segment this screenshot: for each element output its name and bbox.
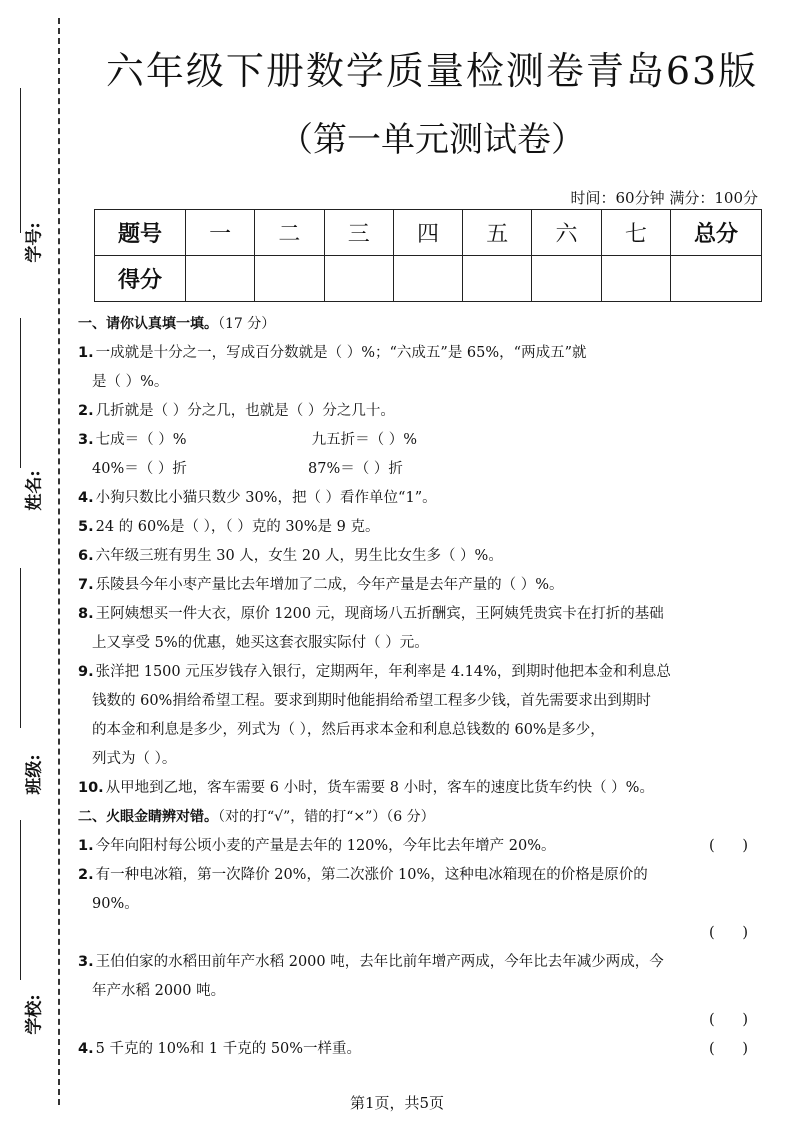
score-cell-blank[interactable]: [601, 256, 670, 302]
school-line[interactable]: [20, 820, 21, 980]
score-cell-header: 七: [601, 210, 670, 256]
question-text-cont: 年产水稻 2000 吨。: [92, 983, 226, 999]
question-1-1: [78, 339, 758, 368]
question-number: 6.: [78, 548, 94, 564]
question-part-a: 七成＝（ ）%: [95, 432, 187, 448]
question-text-cont: 上又享受 5%的优惠，她买这套衣服实际付（ ）元。: [92, 635, 429, 651]
score-table: [94, 209, 762, 302]
question-text: 六年级三班有男生 30 人，女生 20 人，男生比女生多（ ）%。: [95, 548, 503, 564]
page-footer: 第1页，共5页: [349, 1094, 445, 1112]
answer-parentheses[interactable]: ( ): [709, 1041, 748, 1057]
answer-parentheses[interactable]: ( ): [709, 1012, 748, 1028]
question-part-c: 40%＝（ ）折: [92, 461, 187, 477]
page-title: 六年级下册数学质量检测卷青岛63版: [105, 49, 759, 93]
question-text: 乐陵县今年小枣产量比去年增加了二成，今年产量是去年产量的（ ）%。: [95, 577, 564, 593]
section-1-points: （17 分）: [218, 316, 276, 332]
question-number: 1.: [78, 838, 94, 854]
section-2-heading: [78, 803, 758, 832]
question-number: 4.: [78, 490, 94, 506]
question-number: 3.: [78, 954, 94, 970]
question-1-4: [78, 484, 758, 513]
question-number: 5.: [78, 519, 94, 535]
question-text-cont: 90%。: [92, 896, 139, 912]
score-cell-blank[interactable]: [532, 256, 601, 302]
class-label: 班级:: [24, 754, 45, 795]
question-text-cont: 的本金和利息是多少，列式为（ ），然后再求本金和利息总钱数的 60%是多少，: [92, 722, 605, 738]
question-text-cont: 是（ ）%。: [92, 374, 169, 390]
question-2-3: [78, 948, 758, 977]
question-body: [78, 832, 556, 861]
score-cell-blank[interactable]: [255, 256, 324, 302]
question-text: 王阿姨想买一件大衣，原价 1200 元，现商场八五折酬宾，王阿姨凭贵宾卡在打折的基础: [95, 606, 664, 622]
question-number: 10.: [78, 780, 104, 796]
score-table-header-row: [95, 210, 762, 256]
score-cell-blank[interactable]: [324, 256, 393, 302]
question-part-d: 87%＝（ ）折: [308, 461, 403, 477]
question-number: 2.: [78, 867, 94, 883]
section-2-points: （对的打“√”，错的打“×”）（6 分）: [218, 809, 435, 825]
section-1-heading: [78, 310, 758, 339]
question-2-1: [78, 832, 758, 861]
question-text: 一成就是十分之一，写成百分数就是（ ）%；“六成五”是 65%，“两成五”就: [95, 345, 587, 361]
question-text: 有一种电冰箱，第一次降价 20%，第二次涨价 10%，这种电冰箱现在的价格是原价的: [95, 867, 648, 883]
score-cell-blank[interactable]: [463, 256, 532, 302]
section-1-title: 一、请你认真填一填。: [78, 316, 218, 332]
time-info: 时间：60分钟 满分：100分: [570, 189, 758, 207]
question-1-2: [78, 397, 758, 426]
score-cell-blank[interactable]: [393, 256, 462, 302]
exam-content: [78, 310, 758, 1064]
question-number: 8.: [78, 606, 94, 622]
score-cell-header: 一: [186, 210, 255, 256]
question-text: 张洋把 1500 元压岁钱存入银行，定期两年，年利率是 4.14%，到期时他把本金和利息总: [95, 664, 671, 680]
question-1-3: [78, 426, 758, 455]
question-text-cont: 列式为（ ）。: [92, 751, 177, 767]
question-number: 9.: [78, 664, 94, 680]
question-1-5: [78, 513, 758, 542]
question-text-cont: 钱数的 60%捐给希望工程。要求到期时他能捐给希望工程多少钱，首先需要求出到期时: [92, 693, 651, 709]
score-row-label: 得分: [95, 256, 186, 302]
question-text: 24 的 60%是（ ），（ ）克的 30%是 9 克。: [95, 519, 380, 535]
answer-parentheses[interactable]: ( ): [709, 925, 748, 941]
answer-parentheses[interactable]: ( ): [709, 838, 748, 854]
score-cell-header: 六: [532, 210, 601, 256]
question-part-b: 九五折＝（ ）%: [311, 432, 417, 448]
question-text: 几折就是（ ）分之几，也就是（ ）分之几十。: [95, 403, 395, 419]
binding-dashed-line: [58, 18, 60, 1105]
question-2-2: [78, 861, 758, 890]
question-1-8: [78, 600, 758, 629]
score-cell-blank[interactable]: [671, 256, 762, 302]
page-subtitle: （第一单元测试卷）: [279, 120, 585, 160]
question-1-6: [78, 542, 758, 571]
question-text: 5 千克的 10%和 1 千克的 50%一样重。: [95, 1041, 362, 1057]
student-id-label: 学号:: [24, 222, 45, 263]
question-number: 4.: [78, 1041, 94, 1057]
question-1-10: [78, 774, 758, 803]
question-text: 王伯伯家的水稻田前年产水稻 2000 吨，去年比前年增产两成，今年比去年减少两成，今: [95, 954, 664, 970]
class-line[interactable]: [20, 568, 21, 728]
score-cell-header: 三: [324, 210, 393, 256]
score-table-score-row: [95, 256, 762, 302]
question-body: [78, 1035, 361, 1064]
score-cell-blank[interactable]: [186, 256, 255, 302]
score-cell-header: 五: [463, 210, 532, 256]
name-label: 姓名:: [24, 470, 45, 511]
student-id-line[interactable]: [20, 88, 21, 233]
question-text: 今年向阳村每公顷小麦的产量是去年的 120%，今年比去年增产 20%。: [95, 838, 556, 854]
score-cell-header: 二: [255, 210, 324, 256]
question-text: [96, 426, 758, 455]
school-label: 学校:: [24, 994, 45, 1035]
name-line[interactable]: [20, 318, 21, 468]
question-text: 小狗只数比小猫只数少 30%，把（ ）看作单位“1”。: [95, 490, 437, 506]
question-2-4: [78, 1035, 758, 1064]
question-number: 2.: [78, 403, 94, 419]
section-2-title: 二、火眼金睛辨对错。: [78, 809, 218, 825]
question-1-7: [78, 571, 758, 600]
question-number: 7.: [78, 577, 94, 593]
question-1-3-row2: [78, 455, 758, 484]
score-cell-header: 四: [393, 210, 462, 256]
question-text: 从甲地到乙地，客车需要 6 小时，货车需要 8 小时，客车的速度比货车约快（ ）%。: [105, 780, 654, 796]
question-1-9: [78, 658, 758, 687]
question-number: 3.: [78, 432, 94, 448]
score-cell-header: 总分: [671, 210, 762, 256]
question-number: 1.: [78, 345, 94, 361]
score-cell-header: 题号: [95, 210, 186, 256]
